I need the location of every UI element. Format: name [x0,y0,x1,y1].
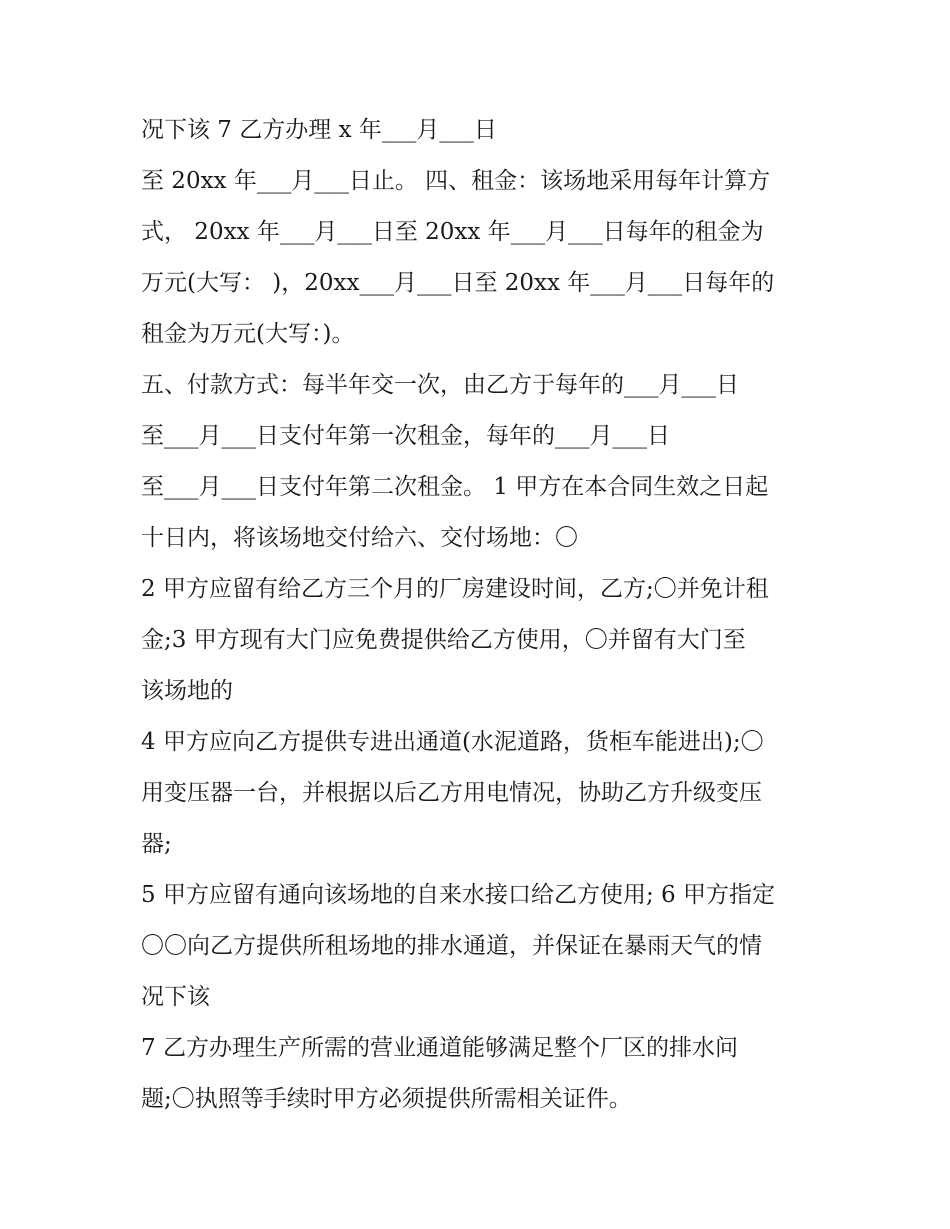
text-line: 金;3 甲方现有大门应免费提供给乙方使用，〇并留有大门至 [141,627,746,653]
text-line: 至___月___日支付年第一次租金，每年的___月___日 [141,423,670,449]
text-line: 式， 20xx 年___月___日至 20xx 年___月___日每年的租金为 [141,219,764,245]
text-line: 至___月___日支付年第二次租金。 1 甲方在本合同生效之日起 [141,474,769,500]
text-line: 2 甲方应留有给乙方三个月的厂房建设时间，乙方;〇并免计租 [141,576,769,602]
text-line: 用变压器一台，并根据以后乙方用电情况，协助乙方升级变压 [141,780,762,806]
text-line: 该场地的 [141,678,233,704]
text-line: 况下该 [141,984,210,1010]
text-line: 至 20xx 年___月___日止。 四、租金：该场地采用每年计算方 [141,168,771,194]
text-line: 7 乙方办理生产所需的营业通道能够满足整个厂区的排水问 [141,1035,738,1061]
text-line: 五、付款方式：每半年交一次，由乙方于每年的___月___日 [141,372,739,398]
text-line: 十日内，将该场地交付给六、交付场地：〇 [141,525,578,551]
text-line: 〇〇向乙方提供所租场地的排水通道，并保证在暴雨天气的情 [141,933,762,959]
text-line: 器; [141,831,172,857]
text-line: 租金为万元(大写：)。 [141,321,355,347]
text-line: 况下该 7 乙方办理 x 年___月___日 [141,117,497,143]
text-line: 5 甲方应留有通向该场地的自来水接口给乙方使用; 6 甲方指定 [141,882,775,908]
text-line: 万元(大写： )，20xx___月___日至 20xx 年___月___日每年的 [141,270,775,296]
text-line: 4 甲方应向乙方提供专进出通道(水泥道路，货柜车能进出);〇 [141,729,764,755]
text-line: 题;〇执照等手续时甲方必须提供所需相关证件。 [141,1086,632,1112]
document-body [141,105,841,1125]
